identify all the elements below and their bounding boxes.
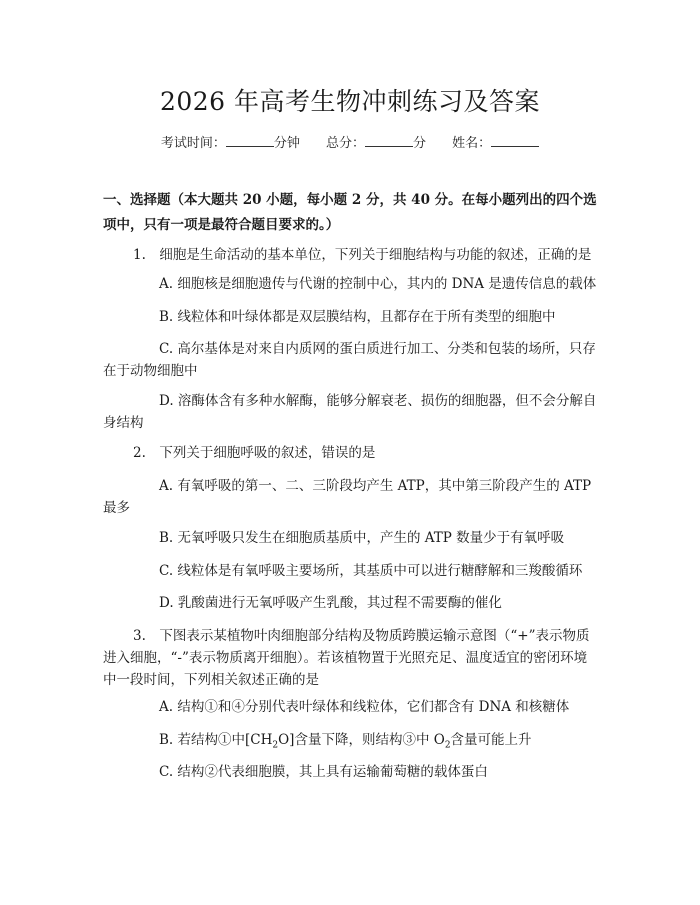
- question-3-option-b-part2: O]含量下降，则结构③中 O: [278, 732, 445, 748]
- question-1-option-c: C. 高尔基体是对来自内质网的蛋白质进行加工、分类和包装的场所，只存在于动物细胞中: [103, 341, 596, 379]
- exam-time-field: [161, 136, 300, 151]
- exam-time-label: 考试时间：: [160, 136, 226, 151]
- document-title: 2026 年高考生物冲刺练习及答案: [159, 87, 541, 116]
- question-2-option-b: B. 无氧呼吸只发生在细胞质基质中，产生的 ATP 数量少于有氧呼吸: [159, 530, 565, 546]
- question-3-option-a: A. 结构①和④分别代表叶绿体和线粒体，它们都含有 DNA 和核糖体: [159, 699, 570, 715]
- question-3-option-b-sub2: 2: [444, 740, 451, 751]
- name-label: 姓名：: [452, 136, 492, 151]
- question-1-option-b: B. 线粒体和叶绿体都是双层膜结构，且都存在于所有类型的细胞中: [159, 309, 556, 325]
- question-3-option-b: [103, 729, 599, 757]
- question-3-stem: 3. 下图表示某植物叶肉细胞部分结构及物质跨膜运输示意图（“+”表示物质进入细胞，“-”表示物质离开细胞）。若该植物置于光照充足、温度适宜的密闭环境中一段时间，下列相关叙述正确的是: [103, 628, 590, 688]
- total-score-label: 总分：: [325, 136, 365, 151]
- question-2-option-d: D. 乳酸菌进行无氧呼吸产生乳酸，其过程不需要酶的催化: [159, 595, 502, 611]
- question-3-option-b-part3: 含量可能上升: [450, 732, 532, 748]
- question-3-option-b-sub1: 2: [272, 740, 279, 751]
- question-1-option-a: A. 细胞核是细胞遗传与代谢的控制中心，其内的 DNA 是遗传信息的载体: [159, 276, 597, 292]
- name-field: [452, 136, 539, 151]
- question-3-option-c: C. 结构②代表细胞膜，其上具有运输葡萄糖的载体蛋白: [159, 764, 488, 780]
- question-2-option-c: C. 线粒体是有氧呼吸主要场所，其基质中可以进行糖酵解和三羧酸循环: [159, 563, 583, 579]
- section-heading: 一、选择题（本大题共 20 小题，每小题 2 分，共 40 分。在每小题列出的四个选项中，只有一项是最符合题目要求的。）: [103, 192, 597, 233]
- name-blank: [491, 134, 539, 147]
- total-score-field: [326, 136, 426, 151]
- exam-time-unit: 分钟: [273, 136, 300, 151]
- exam-time-blank: [226, 134, 274, 147]
- question-1-option-d: D. 溶酶体含有多种水解酶，能够分解衰老、损伤的细胞器，但不会分解自身结构: [103, 393, 597, 431]
- total-score-blank: [365, 134, 413, 147]
- question-2-option-a: A. 有氧呼吸的第一、二、三阶段均产生 ATP，其中第三阶段产生的 ATP 最多: [103, 478, 592, 516]
- total-score-unit: 分: [413, 136, 427, 151]
- exam-meta-line: [0, 132, 700, 151]
- question-2-stem: 2. 下列关于细胞呼吸的叙述，错误的是: [133, 445, 376, 461]
- question-1-stem: 1. 细胞是生命活动的基本单位，下列关于细胞结构与功能的叙述，正确的是: [133, 247, 592, 263]
- question-3-option-b-part1: B. 若结构①中[CH: [159, 732, 273, 748]
